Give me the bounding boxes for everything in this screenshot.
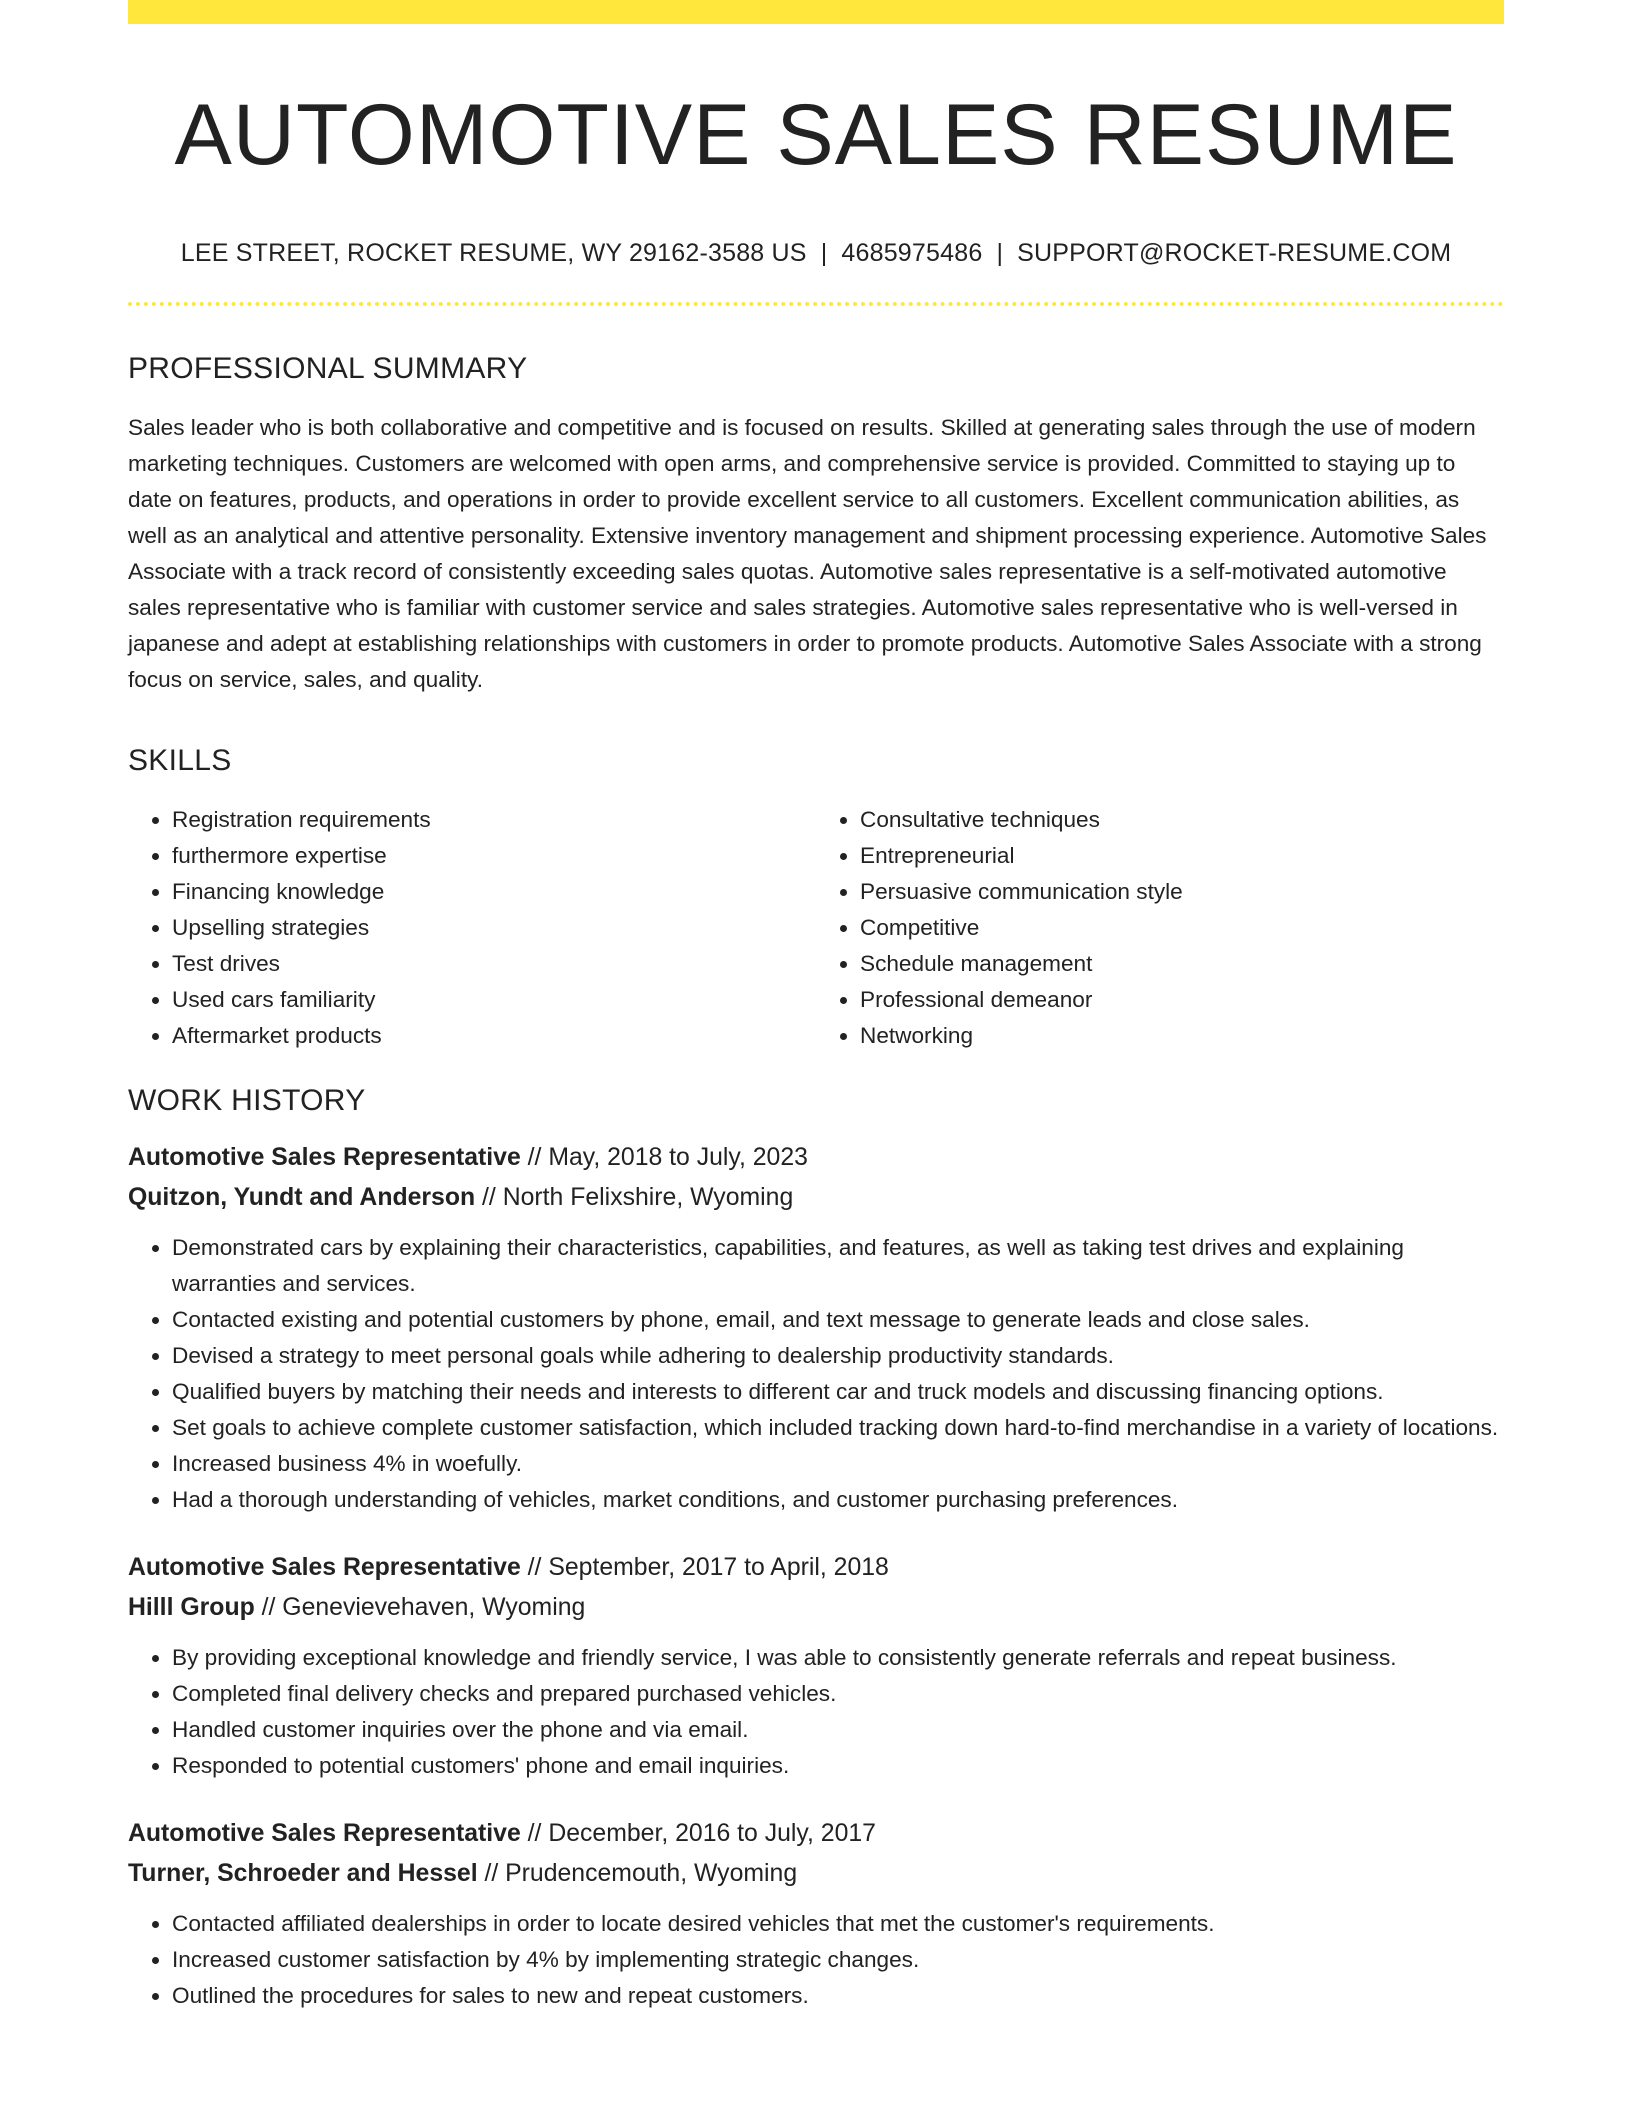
job-bullet: • Handled customer inquiries over the phone and via email. [172,1712,1504,1748]
job-title: Automotive Sales Representative [128,1819,521,1847]
job-dates: // December, 2016 to July, 2017 [520,1819,876,1847]
skill-item: • Used cars familiarity [172,982,816,1018]
job-bullet: • Increased customer satisfaction by 4% by implementing strategic changes. [172,1942,1504,1978]
skills-heading: SKILLS [128,743,232,777]
job-location: // North Felixshire, Wyoming [475,1183,794,1211]
job-bullet: • Set goals to achieve complete customer satisfaction, which included tracking down hard-to-find merchandise in a variety of locations. [172,1410,1504,1446]
dotted-divider [128,302,1504,306]
contact-address: LEE STREET, ROCKET RESUME, WY 29162-3588 US [180,238,807,267]
contact-email: SUPPORT@ROCKET-RESUME.COM [1017,238,1452,267]
skill-item: • furthermore expertise [172,838,816,874]
job-location: // Prudencemouth, Wyoming [477,1859,798,1887]
job-location: // Genevievehaven, Wyoming [254,1593,586,1621]
job-company: Turner, Schroeder and Hessel [128,1859,478,1887]
job-company: Hilll Group [128,1593,255,1621]
job-bullet: • Contacted affiliated dealerships in order to locate desired vehicles that met the customer's requirements. [172,1906,1504,1942]
job-title-line [128,1814,1504,1854]
job-dates: // September, 2017 to April, 2018 [520,1553,889,1581]
summary-heading: PROFESSIONAL SUMMARY [128,351,528,385]
skill-item: • Financing knowledge [172,874,816,910]
skill-item: • Test drives [172,946,816,982]
skills-list [128,802,1504,1054]
job-dates: // May, 2018 to July, 2023 [520,1143,808,1171]
work-history-heading: WORK HISTORY [128,1083,366,1117]
job-bullets [128,1230,1504,1518]
job-company-line [128,1588,1504,1628]
job-bullet: • Demonstrated cars by explaining their characteristics, capabilities, and features, as well as taking test drives and explaining warranties and services. [172,1230,1504,1302]
job-bullet: • Had a thorough understanding of vehicles, market conditions, and customer purchasing preferences. [172,1482,1504,1518]
accent-bar [128,0,1504,24]
job-entry [128,1138,1504,1518]
skill-item: • Aftermarket products [172,1018,816,1054]
skill-item: • Upselling strategies [172,910,816,946]
resume-page [128,0,1504,2044]
job-entry [128,1814,1504,2014]
skill-item: • Persuasive communication style [860,874,1504,910]
skills-column-left [128,802,816,1054]
contact-phone: 4685975486 [841,238,983,267]
job-company: Quitzon, Yundt and Anderson [128,1183,476,1211]
job-bullet: • Contacted existing and potential customers by phone, email, and text message to generate leads and close sales. [172,1302,1504,1338]
job-title: Automotive Sales Representative [128,1553,521,1581]
job-company-line [128,1178,1504,1218]
skill-item: • Competitive [860,910,1504,946]
job-title-line [128,1548,1504,1588]
skill-item: • Consultative techniques [860,802,1504,838]
skill-item: • Entrepreneurial [860,838,1504,874]
job-company-line [128,1854,1504,1894]
job-bullets [128,1906,1504,2014]
job-bullet: • Increased business 4% in woefully. [172,1446,1504,1482]
job-bullet: • Responded to potential customers' phone and email inquiries. [172,1748,1504,1784]
job-entry [128,1548,1504,1784]
job-bullet: • By providing exceptional knowledge and friendly service, I was able to consistently generate referrals and repeat business. [172,1640,1504,1676]
job-bullets [128,1640,1504,1784]
job-bullet: • Qualified buyers by matching their needs and interests to different car and truck models and discussing financing options. [172,1374,1504,1410]
skills-column-right [816,802,1504,1054]
job-title-line [128,1138,1504,1178]
skill-item: • Schedule management [860,946,1504,982]
job-bullet: • Outlined the procedures for sales to new and repeat customers. [172,1978,1504,2014]
contact-separator: | [820,238,828,267]
skill-item: • Professional demeanor [860,982,1504,1018]
job-bullet: • Completed final delivery checks and prepared purchased vehicles. [172,1676,1504,1712]
job-bullet: • Devised a strategy to meet personal goals while adhering to dealership productivity standards. [172,1338,1504,1374]
skill-item: • Networking [860,1018,1504,1054]
resume-title: AUTOMOTIVE SALES RESUME [174,87,1458,183]
contact-line [128,239,1504,268]
summary-text: Sales leader who is both collaborative and competitive and is focused on results. Skilled at generating sales through the use of modern marketing techniques. Customers are welcomed with open arms, and comprehensive service is provided. Committed to staying up to date on features, products, and operations in order to provide excellent service to all customers. Excellent communication abilities, as well as an analytical and attentive personality. Extensive inventory management and shipment processing experience. Automotive Sales Associate with a track record of consistently exceeding sales quotas. Automotive sales representative is a self-motivated automotive sales representative who is familiar with customer service and sales strategies. Automotive sales representative who is well-versed in japanese and adept at establishing relationships with customers in order to promote products. Automotive Sales Associate with a strong focus on service, sales, and quality. [128,414,1487,692]
job-title: Automotive Sales Representative [128,1143,521,1171]
skill-item: • Registration requirements [172,802,816,838]
contact-separator: | [996,238,1004,267]
